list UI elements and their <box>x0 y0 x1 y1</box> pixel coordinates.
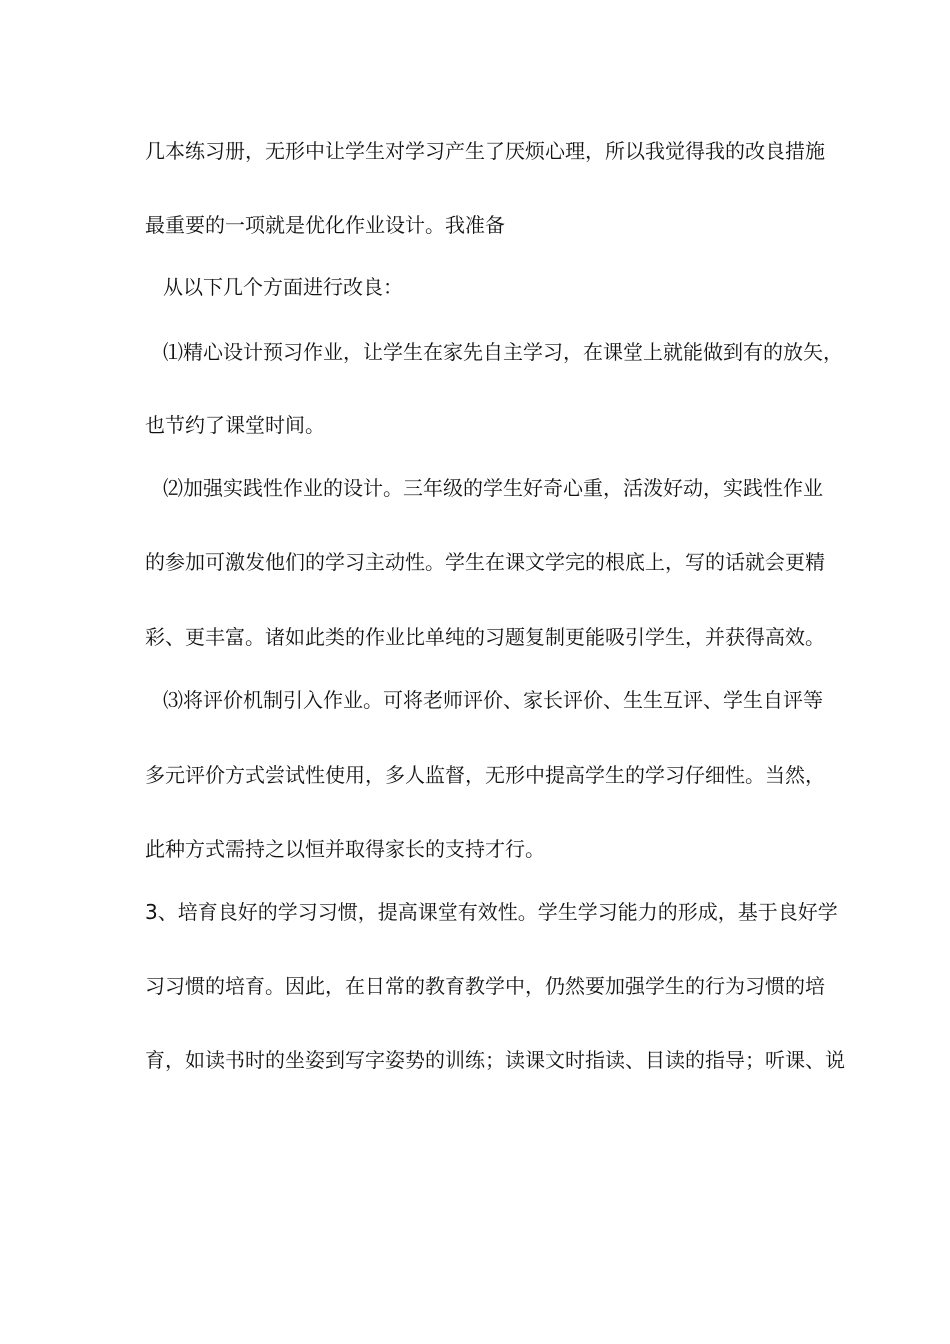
text-line: 从以下几个方面进行改良： <box>163 275 403 299</box>
text-line: 多元评价方式尝试性使用，多人监督，无形中提高学生的学习仔细性。当然， <box>145 763 825 787</box>
list-item-1: ⑴精心设计预习作业，让学生在家先自主学习，在课堂上就能做到有的放矢， <box>163 340 843 364</box>
text-line: 几本练习册，无形中让学生对学习产生了厌烦心理，所以我觉得我的改良措施 <box>145 139 825 163</box>
text-line: 最重要的一项就是优化作业设计。我准备 <box>145 213 505 237</box>
text-line: 的参加可激发他们的学习主动性。学生在课文学完的根底上，写的话就会更精 <box>145 550 825 574</box>
list-item-2: ⑵加强实践性作业的设计。三年级的学生好奇心重，活泼好动，实践性作业 <box>163 476 823 500</box>
section-heading-3: 3、培育良好的学习习惯，提高课堂有效性。学生学习能力的形成，基于良好学 <box>145 900 838 924</box>
list-item-3: ⑶将评价机制引入作业。可将老师评价、家长评价、生生互评、学生自评等 <box>163 688 823 712</box>
text-line: 习习惯的培育。因此，在日常的教育教学中，仍然要加强学生的行为习惯的培 <box>145 974 825 998</box>
text-line: 彩、更丰富。诸如此类的作业比单纯的习题复制更能吸引学生，并获得高效。 <box>145 625 825 649</box>
text-line: 育，如读书时的坐姿到写字姿势的训练；读课文时指读、目读的指导；听课、说 <box>145 1048 845 1072</box>
text-line: 此种方式需持之以恒并取得家长的支持才行。 <box>145 837 545 861</box>
text-line: 也节约了课堂时间。 <box>145 413 325 437</box>
